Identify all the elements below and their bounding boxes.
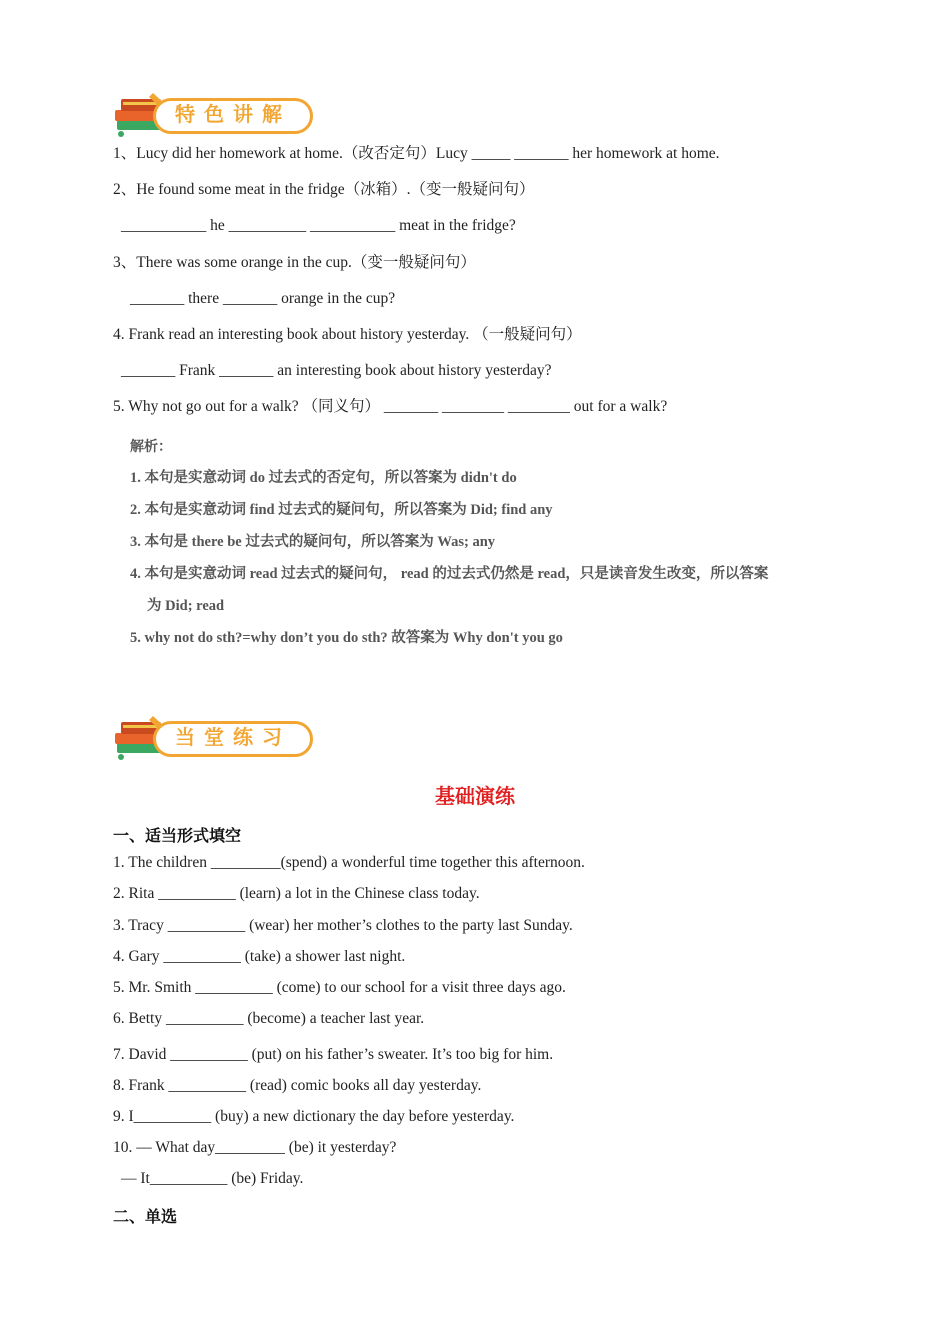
practice-item: 7. David __________ (put) on his father’s sweater. It’s too big for him. [113,1046,554,1063]
practice-item: 9. I__________ (buy) a new dictionary the day before yesterday. [113,1108,515,1125]
practice-item: 10. — What day_________ (be) it yesterday? [113,1139,397,1156]
practice-item: 3. Tracy __________ (wear) her mother’s clothes to the party last Sunday. [113,917,573,934]
analysis-item-continued: 为 Did; read [147,598,225,614]
feature-question-3-blank: _______ there _______ orange in the cup? [130,290,396,307]
feature-question-4-blank: _______ Frank _______ an interesting book about history yesterday? [121,362,552,379]
practice-item: 6. Betty __________ (become) a teacher last year. [113,1010,425,1027]
feature-question-2-blank: ___________ he __________ ___________ meat in the fridge? [121,217,516,234]
practice-item: 2. Rita __________ (learn) a lot in the Chinese class today. [113,885,480,902]
analysis-label: 解析： [130,439,172,455]
analysis-item: 1. 本句是实意动词 do 过去式的否定句，所以答案为 didn't do [130,470,517,486]
analysis-item: 2. 本句是实意动词 find 过去式的疑问句，所以答案为 Did; find any [130,502,553,518]
feature-question-1: 1、Lucy did her homework at home.（改否定句）Lucy _____ _______ her homework at home. [113,145,720,162]
practice-item: 1. The children _________(spend) a wonderful time together this afternoon. [113,854,585,871]
analysis-item: 5. why not do sth?=why don’t you do sth? 故答案为 Why don't you go [130,630,563,646]
feature-question-4: 4. Frank read an interesting book about history yesterday. （一般疑问句） [113,326,582,343]
section-title: 基础演练 [435,784,515,808]
practice-item: 5. Mr. Smith __________ (come) to our school for a visit three days ago. [113,979,566,996]
feature-question-5: 5. Why not go out for a walk? （同义句） _______ ________ ________ out for a walk? [113,398,668,415]
part2-heading: 二、单选 [113,1207,178,1226]
analysis-item: 4. 本句是实意动词 read 过去式的疑问句， read 的过去式仍然是 read，只是读音发生改变，所以答案 [130,566,769,582]
feature-question-2: 2、He found some meat in the fridge（冰箱）.（变一般疑问句） [113,181,535,198]
feature-badge-label: 特色讲解 [175,102,291,126]
part1-heading: 一、适当形式填空 [113,826,242,845]
feature-badge [113,90,313,142]
feature-question-3: 3、There was some orange in the cup.（变一般疑问句） [113,254,476,271]
practice-item-answer: — It__________ (be) Friday. [121,1170,304,1187]
analysis-item: 3. 本句是 there be 过去式的疑问句，所以答案为 Was; any [130,534,496,550]
practice-badge-label: 当堂练习 [175,725,291,749]
practice-item: 8. Frank __________ (read) comic books all day yesterday. [113,1077,482,1094]
practice-item: 4. Gary __________ (take) a shower last night. [113,948,406,965]
practice-badge [113,713,313,765]
